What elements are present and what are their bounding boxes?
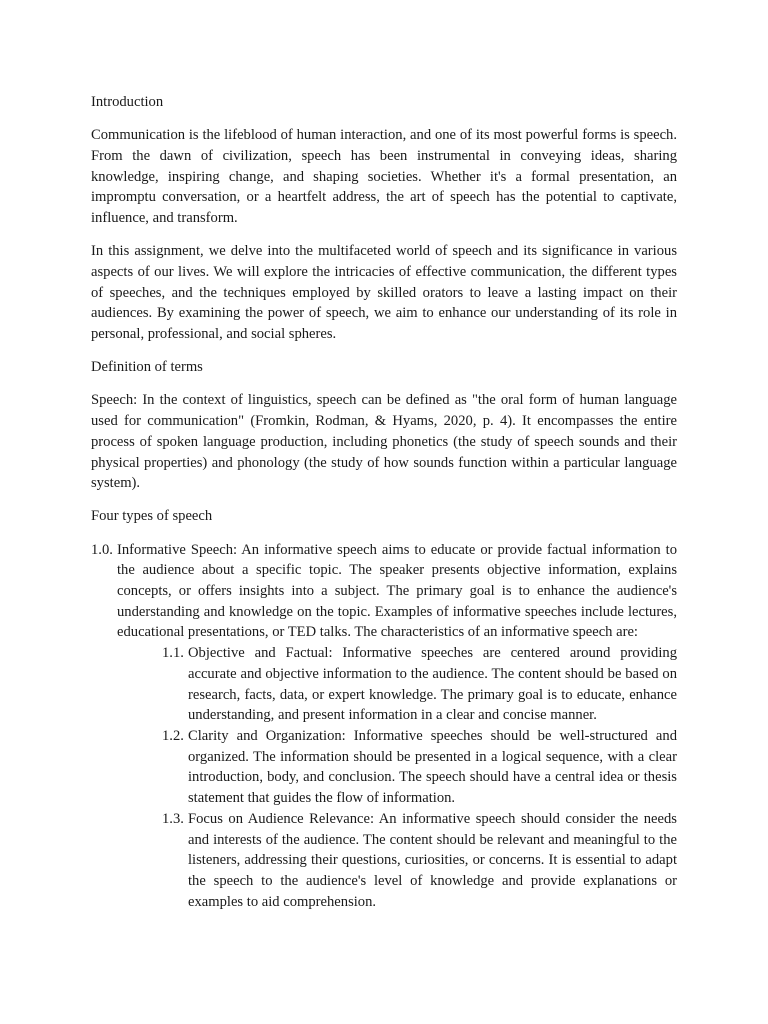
definition-heading: Definition of terms [91,359,203,376]
introduction-heading: Introduction [91,94,164,110]
list-item [91,540,677,913]
list-item-text: Informative Speech: An informative speech aims to educate or provide factual information to the audience about a specific topic. The speaker presents objective information, explains concepts, or offers insights into a subject. The primary goal is to enhance the audience's understanding and knowledge on the topic. Examples of informative speeches include lectures, educational presentations, or TED talks. The characteristics of an informative speech are: [117,541,677,641]
sub-list-item-number: 1.2. [162,727,184,744]
intro-paragraph: Communication is the lifeblood of human interaction, and one of its most powerful forms is speech. From the dawn of civilization, speech has been instrumental in conveying ideas, sharing knowledge, inspiring change, and shaping societies. Whether it's a formal presentation, an impromptu conversation, or a heartfelt address, the art of speech has the potential to captivate, influence, and transform. [91,127,677,227]
intro-paragraph: In this assignment, we delve into the multifaceted world of speech and its significance in various aspects of our lives. We will explore the intricacies of effective communication, the different types of speeches, and the techniques employed by skilled orators to leave a lasting impact on their audiences. By examining the power of speech, we aim to enhance our understanding of its role in personal, professional, and social spheres. [91,243,677,343]
sub-list-item [162,643,677,726]
definition-paragraph: Speech: In the context of linguistics, speech can be defined as "the oral form of human language used for communication" (Fromkin, Rodman, & Hyams, 2020, p. 4). It encompasses the entire process of spoken language production, including phonetics (the study of speech sounds and their physical properties) and phonology (the study of how sounds function within a particular language system). [91,392,677,492]
sub-list-item [162,726,677,809]
sub-list-item-number: 1.1. [162,645,184,662]
types-heading: Four types of speech [91,508,213,525]
sub-list-item-text: Clarity and Organization: Informative speeches should be well-structured and organized. The information should be presented in a logical sequence, with a clear introduction, body, and conclusion. The speech should have a central idea or thesis statement that guides the flow of information. [188,727,677,807]
list-item-number: 1.0. [91,541,113,558]
document-page [91,92,677,912]
sub-list-item-text: Focus on Audience Relevance: An informative speech should consider the needs and interests of the audience. The content should be relevant and meaningful to the listeners, addressing their questions, curiosities, or concerns. It is essential to adapt the speech to the audience's level of knowledge and provide explanations or examples to aid comprehension. [188,810,677,910]
sub-list-item [162,809,677,913]
sub-list-item-number: 1.3. [162,810,184,827]
sub-list [117,643,677,912]
types-list [91,540,677,913]
sub-list-item-text: Objective and Factual: Informative speeches are centered around providing accurate and objective information to the audience. The content should be based on research, facts, data, or expert knowledge. The primary goal is to educate, enhance understanding, and present information in a clear and concise manner. [188,645,677,724]
